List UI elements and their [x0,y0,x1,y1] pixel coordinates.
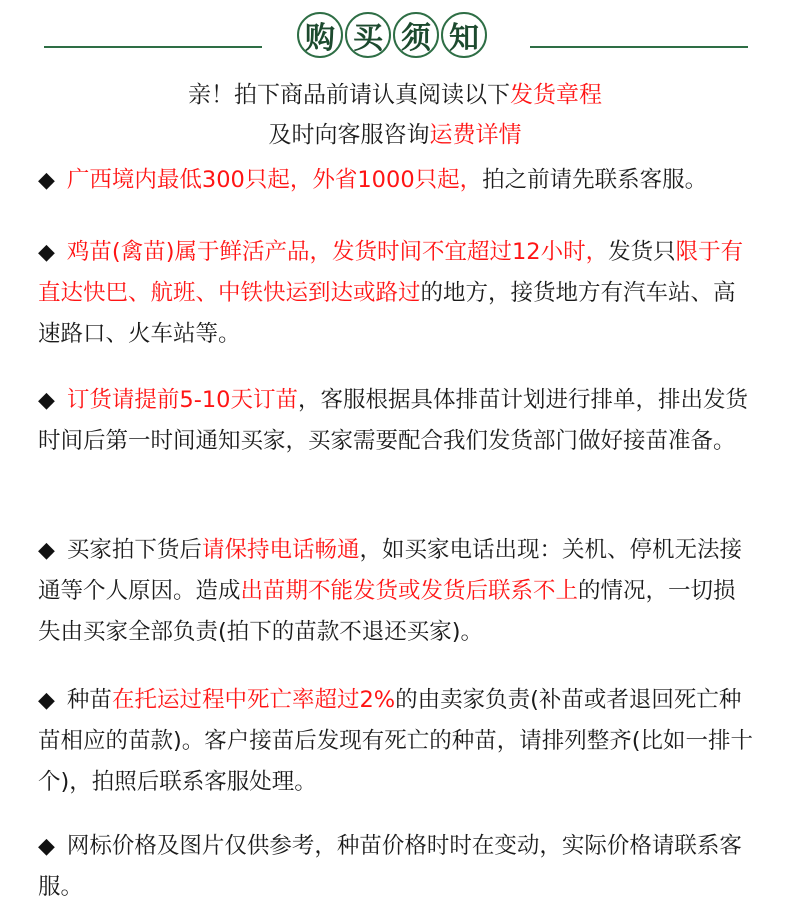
notice-item-death-rate [38,680,756,803]
body-text: 的地方，接货地方有汽车站、高速路口、火车站等。 [38,280,736,347]
highlight-text: 请保持电话畅通 [201,537,360,563]
body-text: 拍之前请先联系客服。 [482,167,708,193]
body-text: 的由卖家负责(补苗或者退回死亡种苗相应的苗款)。客户接苗后发现有死亡的种苗，请排列整齐(比如一排十个)，拍照后联系客服处理。 [38,687,754,795]
intro-text: 及时向客服咨询 [268,122,430,148]
notice-item-advance-order [38,380,756,462]
bullet-diamond-icon: ◆ [38,168,55,193]
intro-highlight: 运费详情 [429,122,522,148]
bullet-diamond-icon: ◆ [38,240,55,265]
bullet-diamond-icon: ◆ [38,388,55,413]
body-text: ，客服根据具体排苗计划进行排单，排出发货时间后第一时间通知买家，买家需要配合我们发货部门做好接苗准备。 [38,387,749,454]
highlight-text: 鸡苗(禽苗)属于鲜活产品，发货时间不宜超过12小时， [66,239,609,265]
intro-line-1 [0,80,790,110]
notice-item-shipping-limits [38,232,756,355]
title-char: 买 [345,12,391,58]
title-divider-left [44,46,262,48]
bullet-diamond-icon: ◆ [38,538,55,563]
page-title [297,12,489,58]
body-text: 网标价格及图片仅供参考，种苗价格时时在变动，实际价格请联系客服。 [38,833,742,900]
bullet-diamond-icon: ◆ [38,688,55,713]
body-text: 买家拍下货后 [66,537,202,563]
bullet-diamond-icon: ◆ [38,834,55,859]
highlight-text: 限于有直达快巴、航班、中铁快运到达或路过 [38,239,744,306]
body-text: ，如买家电话出现：关机、停机无法接通等个人原因。造成 [38,537,742,604]
title-char: 知 [441,12,487,58]
highlight-text: 广西境内最低300只起，外省1000只起， [66,167,483,193]
notice-item-min-order [38,160,756,201]
highlight-text: 出苗期不能发货或发货后联系不上 [240,578,579,604]
body-text: 的情况，一切损失由买家全部负责(拍下的苗款不退还买家)。 [38,578,736,645]
body-text: 发货只 [608,239,676,265]
title-row [0,10,790,66]
notice-item-phone-contact [38,530,756,653]
body-text: 种苗 [66,687,112,713]
highlight-text: 在托运过程中死亡率超过2% [111,687,396,713]
intro-text: 亲！拍下商品前请认真阅读以下 [188,82,510,108]
title-char: 购 [297,12,343,58]
intro-highlight: 发货章程 [510,82,602,108]
title-char: 须 [393,12,439,58]
notice-item-price-disclaimer [38,826,756,908]
title-divider-right [530,46,748,48]
highlight-text: 订货请提前5-10天订苗 [66,387,298,413]
intro-line-2 [0,120,790,150]
